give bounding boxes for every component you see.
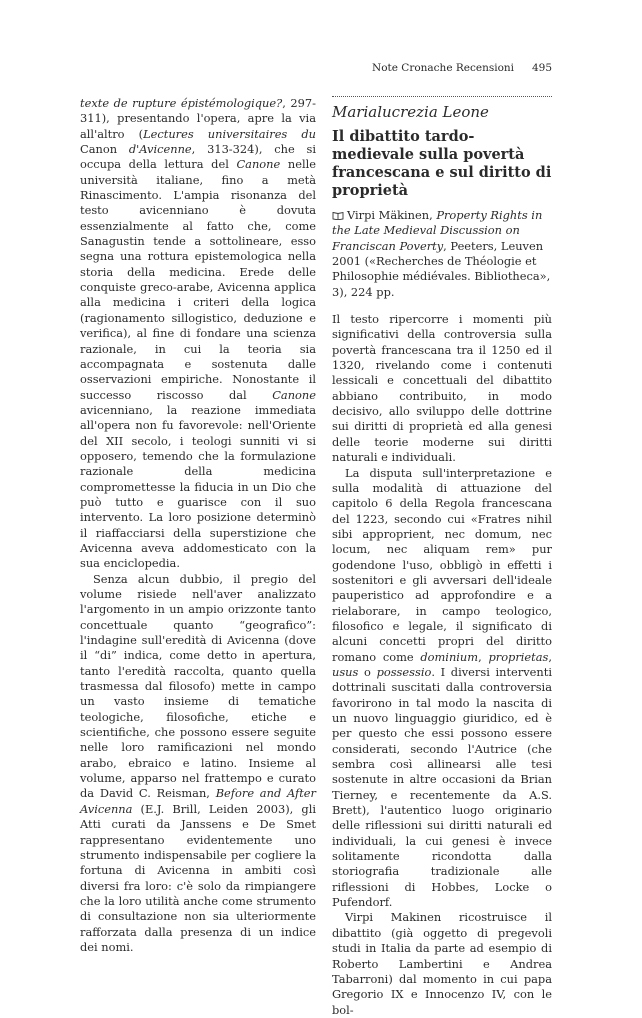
paragraph <box>80 572 316 956</box>
text-run: , <box>548 649 553 664</box>
paragraph <box>80 96 316 572</box>
italic-run: Canone <box>272 387 316 402</box>
italic-run: Property Rights in the Late Medieval Discussion on Franciscan Poverty <box>332 208 543 253</box>
italic-run: dominium <box>420 649 479 664</box>
section-title: Note Cronache Recensioni <box>372 62 515 74</box>
page-number: 495 <box>531 62 552 74</box>
text-run: La disputa sull'interpretazione e sulla modalità di attuazione del capitolo 6 della Regola francescana del 1223, secondo cui «Fratres nihil sibi approprient, nec domum, nec locum, nec aliquam rem» pur godendone l'uso, obbligò in effetti i sostenitori e gli avversari dell'ideale pauperistico ad approfondire e a rielaborare, in campo teologico, filosofico e legale, il significato di alcuni concetti propri del diritto romano come <box>332 465 552 664</box>
text-run: Canon <box>80 142 129 157</box>
text-run: Virpi Makinen ricostruisce il dibattito (già oggetto di pregevoli studi in Italia da parte ad esempio di Roberto Lambertini e Andrea Tabarroni) dal momento in cui papa Gregorio IX e Innocenzo IV, con le bol- <box>332 910 552 1017</box>
text-run: . I diversi interventi dottrinali suscitati dalla controversia favorirono in tal modo la nascita di un nuovo linguaggio giuridico, ed è per questo che essi possono essere considerati, secondo l'Autrice (che sembra così allinearsi alle tesi sostenute in altre occasioni da Brian Tierney, e recentemente da A.S. Brett), l'autentico luogo originario delle riflessioni sui diritti naturali ed individuali, la cui genesi è invece solitamente ricondotta dalla storiografia tradizionale alle riflessioni di Hobbes, Locke o Pufendorf. <box>332 664 552 910</box>
italic-run: Before and After Avicenna <box>80 786 316 816</box>
italic-run: Canone <box>236 157 281 172</box>
text-run: , Peeters, Leuven 2001 («Recherches de Théologie et Philosophie médiévales. Bibliotheca», 3), 224 pp. <box>332 238 551 299</box>
right-column <box>332 96 552 1018</box>
section-divider <box>332 96 552 97</box>
review-title: Il dibattito tardo-medievale sulla povertà francescana e sul diritto di proprietà <box>332 128 552 199</box>
italic-run: d'Avicenne <box>128 142 192 157</box>
text-run: nelle università italiane, fino a metà Rinascimento. L'ampia risonanza del testo avicenniano è dovuta essenzialmente al fatto che, come Sanagustin tende a sottolineare, esso segna una rottura epistemologica nella storia della medicina. Erede delle conquiste greco-arabe, Avicenna applica alla medicina i criteri della logica (ragionamento sillogistico, deduzione e verifica), al fine di fondare una scienza razionale, in cui la teoria sia accompagnata e sostenuta dalle osservazioni empiriche. Nonostante il successo riscosso dal <box>80 157 316 402</box>
text-run: Senza alcun dubbio, il pregio del volume risiede nell'aver analizzato l'argomento in un ampio orizzonte tanto concettuale quanto “geografico”: l'indagine sull'eredità di Avicenna (dove il “di” indica, come detto in apertura, tanto l'eredità raccolta, quanto quella trasmessa dal filosofo) mette in campo un vasto insieme di tematiche teologiche, filosofiche, etiche e scientifiche, che possono essere seguite nelle loro ramificazioni nel mondo arabo, ebraico e latino. Insieme al volume, apparso nel frattempo e curato da David C. Reisman, <box>80 571 316 801</box>
text-run: , 313-324), che si occupa della lettura del <box>80 142 316 172</box>
paragraph <box>332 466 552 911</box>
text-run: avicenniano, la reazione immediata all'opera non fu favorevole: nell'Oriente del XII secolo, i teologi sunniti vi si opposero, temendo che la formulazione razionale della medicina compromettesse la fiducia in un Dio che può tutto e guarisce con il suo intervento. La loro posizione determinò il riaffacciarsi della superstizione che Avicenna aveva addomesticato con la sua enciclopedia. <box>80 402 316 571</box>
book-icon <box>332 211 344 220</box>
text-run: , <box>478 649 489 664</box>
paragraph <box>332 910 552 1017</box>
italic-run: proprietas <box>488 649 549 664</box>
italic-run: texte de rupture épistémologique? <box>80 96 283 110</box>
book-reference <box>332 208 552 300</box>
text-run: (E.J. Brill, Leiden 2003), gli Atti curati da Janssens e De Smet rappresentano evidentemente uno strumento indispensabile per cogliere la fortuna di Avicenna in ambiti così diversi fra loro: c'è solo da rimpiangere che la loro utilità anche come strumento di consultazione non sia ulteriormente rafforzata dalla presenza di un indice dei nomi. <box>80 801 316 954</box>
italic-run: possessio <box>376 664 432 679</box>
italic-run: usus <box>332 664 359 679</box>
italic-run: Lectures universitaires du <box>143 126 317 141</box>
review-author: Marialucrezia Leone <box>332 103 489 121</box>
text-run: , 297-311), presentando l'opera, apre la via all'altro ( <box>80 96 316 141</box>
paragraph <box>332 312 552 465</box>
left-column <box>80 96 316 955</box>
text-run: o <box>358 664 377 679</box>
text-run: Il testo ripercorre i momenti più significativi della controversia sulla povertà francescana tra il 1250 ed il 1320, rivelando come i contenuti lessicali e concettuali del dibattito abbiano contribuito, in modo decisivo, allo sviluppo delle dottrine sui diritti di proprietà ed alla genesi delle teorie moderne sui diritti naturali e individuali. <box>332 312 552 465</box>
text-run: Virpi Mäkinen, <box>347 208 437 222</box>
book-reference-text <box>332 208 550 299</box>
